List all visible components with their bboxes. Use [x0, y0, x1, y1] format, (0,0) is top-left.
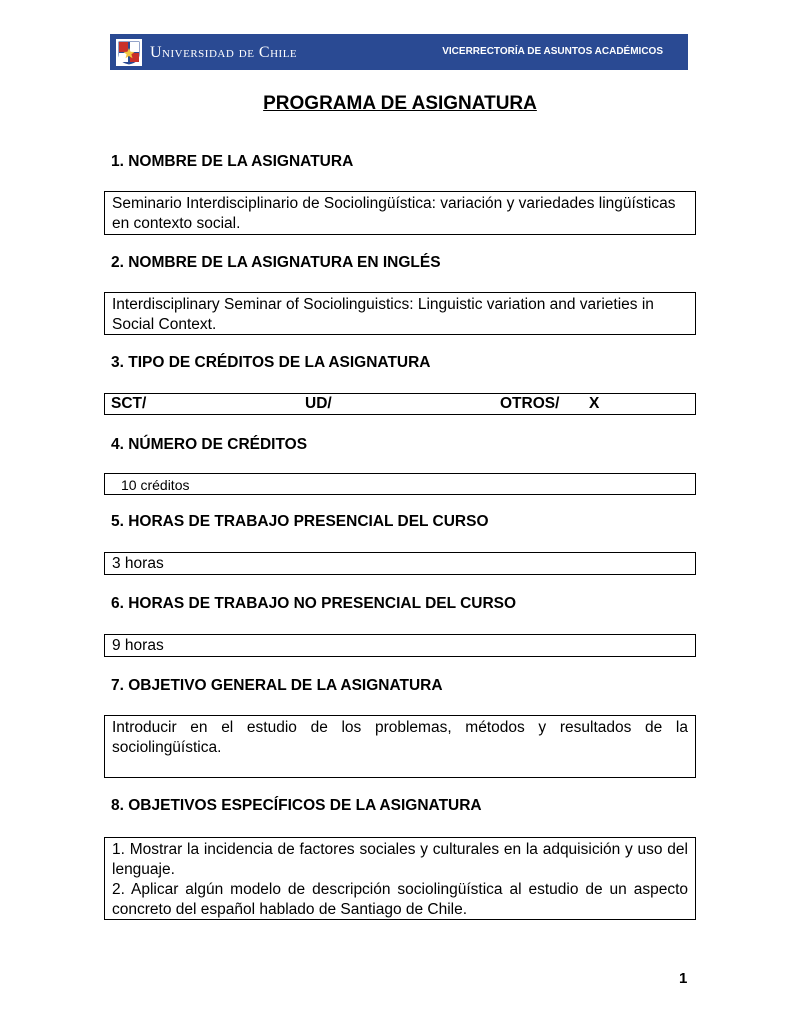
university-name: Universidad de Chile: [150, 44, 298, 61]
credit-otros-mark: X: [589, 395, 600, 412]
document-title: PROGRAMA DE ASIGNATURA: [263, 93, 537, 114]
section-7-box: [104, 715, 696, 778]
section-5-heading: 5. HORAS DE TRABAJO PRESENCIAL DEL CURSO: [111, 513, 489, 530]
section-1-heading: 1. NOMBRE DE LA ASIGNATURA: [111, 153, 354, 170]
objective-item-2: 2. Aplicar algún modelo de descripción sociolingüística al estudio de un aspecto concreto del español hablado de Santiago de Chile.: [112, 881, 688, 918]
section-1-content: Seminario Interdisciplinario de Sociolingüística: variación y variedades lingüísticas en contexto social.: [112, 195, 676, 232]
page-number: 1: [679, 970, 688, 987]
credit-type-row: [104, 393, 696, 415]
section-8-heading: 8. OBJETIVOS ESPECÍFICOS DE LA ASIGNATURA: [111, 797, 482, 814]
credit-ud-label: UD/: [305, 395, 332, 412]
section-2-box: [104, 292, 696, 335]
objective-item-1: 1. Mostrar la incidencia de factores sociales y culturales en la adquisición y uso del lenguaje.: [112, 841, 688, 878]
section-4-box: [104, 473, 696, 495]
credit-otros-label: OTROS/: [500, 395, 560, 412]
section-1-box: [104, 191, 696, 235]
credit-sct-label: SCT/: [111, 395, 147, 412]
university-crest-icon: [116, 39, 142, 66]
section-4-heading: 4. NÚMERO DE CRÉDITOS: [111, 436, 308, 453]
section-5-content: 3 horas: [112, 555, 164, 572]
section-7-heading: 7. OBJETIVO GENERAL DE LA ASIGNATURA: [111, 677, 443, 694]
section-4-content: 10 créditos: [121, 477, 190, 493]
header-banner: [110, 34, 688, 70]
section-6-box: [104, 634, 696, 657]
section-8-box: [104, 837, 696, 920]
section-6-content: 9 horas: [112, 637, 164, 654]
section-7-content: Introducir en el estudio de los problemas, métodos y resultados de la sociolingüística.: [112, 719, 688, 756]
section-2-heading: 2. NOMBRE DE LA ASIGNATURA EN INGLÉS: [111, 254, 441, 271]
vice-rectorate-name: VICERRECTORÍA DE ASUNTOS ACADÉMICOS: [442, 46, 663, 57]
section-3-heading: 3. TIPO DE CRÉDITOS DE LA ASIGNATURA: [111, 354, 431, 371]
section-2-content: Interdisciplinary Seminar of Sociolinguistics: Linguistic variation and varieties in Social Context.: [112, 296, 654, 333]
section-6-heading: 6. HORAS DE TRABAJO NO PRESENCIAL DEL CURSO: [111, 595, 517, 612]
section-5-box: [104, 552, 696, 575]
